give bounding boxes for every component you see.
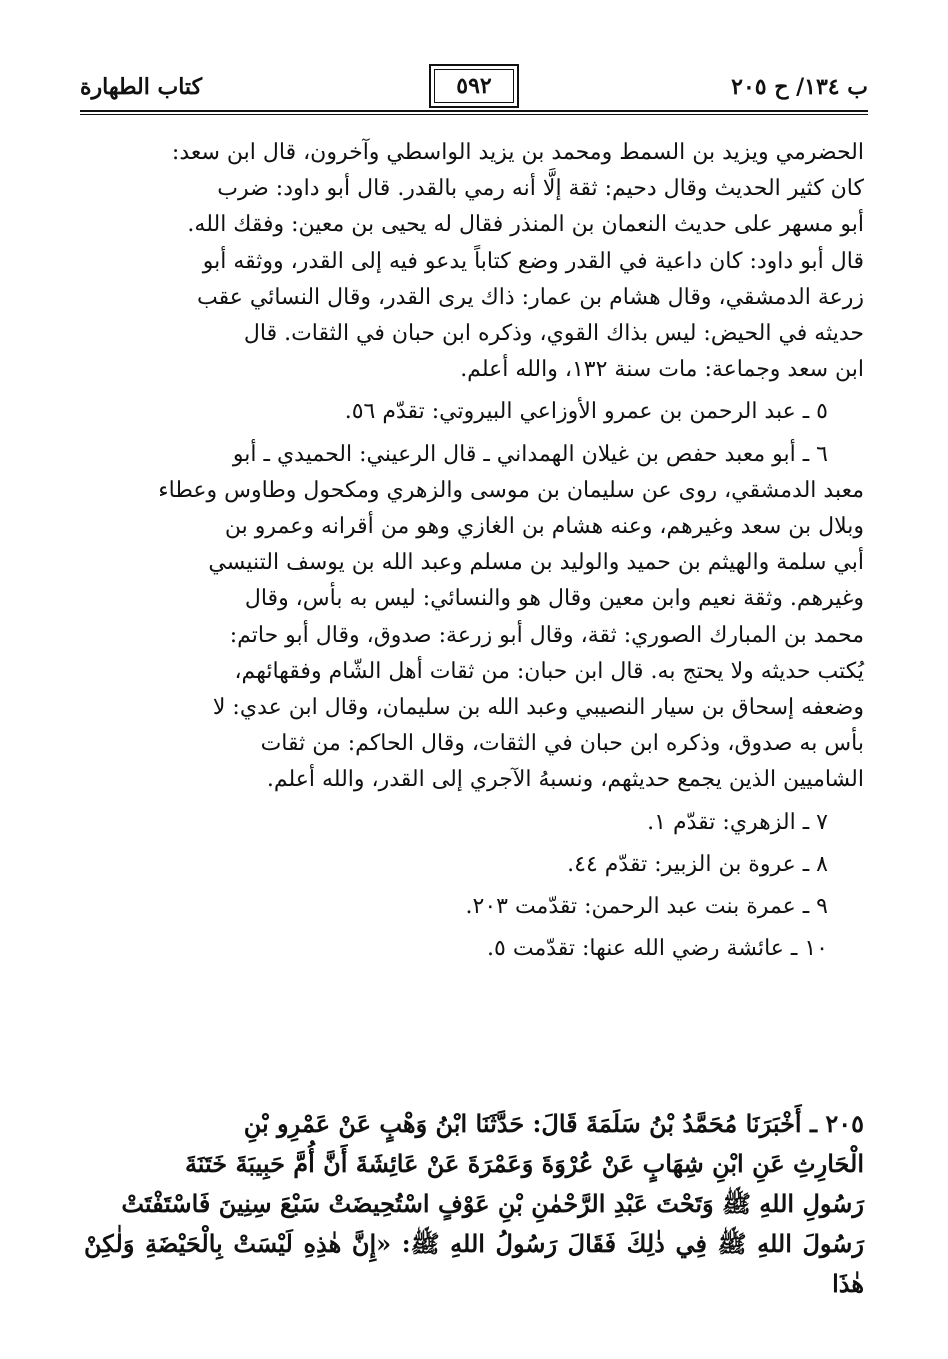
text-line: أبو مسهر على حديث النعمان بن المنذر فقال له يحيى بن معين: وفقك الله. — [187, 212, 864, 238]
hadith-line: رَسُولِ اللهِ ﷺ وَتَحْتَ عَبْدِ الرَّحْمٰنِ بْنِ عَوْفٍ اسْتُحِيضَتْ سَبْعَ سِنِينَ فَاسْتَفْتَتْ — [121, 1189, 864, 1218]
page-number: ٥٩٢ — [456, 73, 492, 99]
hadith-reference: ب ١٣٤/ ح ٢٠٥ — [731, 74, 868, 100]
narrator-5: ٥ ـ عبد الرحمن بن عمرو الأوزاعي البيروتي: تقدّم ٥٦. — [344, 399, 828, 425]
narrator-8: ٨ ـ عروة بن الزبير: تقدّم ٤٤. — [567, 851, 828, 877]
narrator-4-bio — [84, 135, 864, 388]
text-line: الشاميين الذين يجمع حديثهم، ونسبهُ الآجري إلى القدر، والله أعلم. — [266, 767, 864, 793]
header-rule-thin — [80, 114, 868, 115]
header-rule — [80, 110, 868, 112]
text-line: وضعفه إسحاق بن سيار النصيبي وعبد الله بن سليمان، وقال ابن عدي: لا — [212, 695, 864, 721]
book-title: كتاب الطهارة — [80, 74, 203, 100]
text-line: أبي سلمة والهيثم بن حميد والوليد بن مسلم وعبد الله بن يوسف التنيسي — [208, 550, 864, 576]
hadith-line: الْحَارِثِ عَنِ ابْنِ شِهَابٍ عَنْ عُرْوَةَ وَعَمْرَةَ عَنْ عَائِشَةَ أَنَّ أُمَّ حَبِيبَةَ خَتَنَةَ — [184, 1149, 864, 1178]
text-line: زرعة الدمشقي، وقال هشام بن عمار: ذاك يرى القدر، وقال النسائي عقب — [197, 284, 864, 310]
narrator-6-bio — [84, 437, 864, 799]
text-line: وغيرهم. وثقة نعيم وابن معين وقال هو والنسائي: ليس به بأس، وقال — [244, 586, 864, 612]
text-line: حديثه في الحيض: ليس بذاك القوي، وذكره ابن حبان في الثقات. قال — [243, 321, 864, 347]
narrator-10: ١٠ ـ عائشة رضي الله عنها: تقدّمت ٥. — [487, 936, 828, 962]
narrator-7: ٧ ـ الزهري: تقدّم ١. — [647, 809, 828, 835]
page-number-box — [429, 64, 519, 108]
hadith-205 — [84, 1104, 864, 1304]
text-line: الحضرمي ويزيد بن السمط ومحمد بن يزيد الواسطي وآخرون، قال ابن سعد: — [171, 140, 864, 165]
text-line: ٦ ـ أبو معبد حفص بن غيلان الهمداني ـ قال الرعيني: الحميدي ـ أبو — [232, 441, 828, 467]
text-line: كان كثير الحديث وقال دحيم: ثقة إلَّا أنه رمي بالقدر. قال أبو داود: ضرب — [217, 176, 864, 202]
text-line: ابن سعد وجماعة: مات سنة ١٣٢، والله أعلم. — [460, 357, 864, 383]
text-line: بأس به صدوق، وذكره ابن حبان في الثقات، وقال الحاكم: من ثقات — [260, 731, 864, 757]
text-line: يُكتب حديثه ولا يحتج به. قال ابن حبان: من ثقات أهل الشّام وفقهائهم، — [234, 658, 864, 684]
text-line: محمد بن المبارك الصوري: ثقة، وقال أبو زرعة: صدوق، وقال أبو حاتم: — [229, 622, 864, 648]
narrator-9: ٩ ـ عمرة بنت عبد الرحمن: تقدّمت ٢٠٣. — [465, 894, 828, 920]
text-line: معبد الدمشقي، روى عن سليمان بن موسى والزهري ومكحول وطاوس وعطاء — [158, 477, 864, 503]
hadith-line: رَسُولَ اللهِ ﷺ فِي ذٰلِكَ فَقَالَ رَسُولُ اللهِ ﷺ: «إِنَّ هٰذِهِ لَيْسَتْ بِالْحَيْضَةِ وَلٰكِنْ هٰذَا — [84, 1229, 864, 1298]
text-line: وبلال بن سعد وغيرهم، وعنه هشام بن الغازي وهو من أقرانه وعمرو بن — [224, 514, 864, 540]
text-line: قال أبو داود: كان داعية في القدر وضع كتاباً يدعو فيه إلى القدر، ووثقه أبو — [202, 248, 864, 274]
commentary-text — [84, 135, 864, 967]
running-header — [80, 72, 868, 122]
hadith-line: ٢٠٥ ـ أَخْبَرَنَا مُحَمَّدُ بْنُ سَلَمَةَ قَالَ: حَدَّثَنَا ابْنُ وَهْبٍ عَنْ عَمْرِو بْنِ — [243, 1109, 864, 1138]
